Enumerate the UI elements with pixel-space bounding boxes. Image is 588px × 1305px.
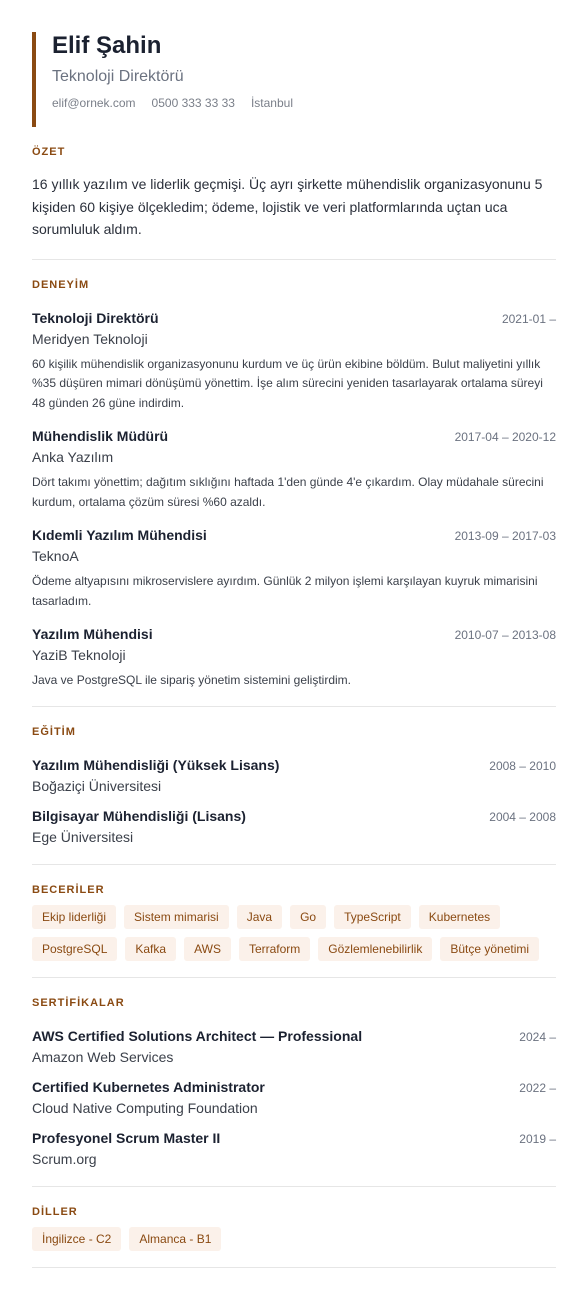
experience-item-date: 2013-09 – 2017-03 (454, 529, 556, 543)
skills-tags (32, 905, 556, 961)
experience-item-org: TeknoA (32, 548, 79, 564)
language-tag: Almanca - B1 (129, 1227, 221, 1251)
summary-title: ÖZET (32, 146, 66, 158)
language-tags (32, 1227, 556, 1251)
certification-item (32, 1078, 556, 1117)
skill-tag: Kubernetes (419, 905, 500, 929)
certification-item-date: 2022 – (519, 1080, 556, 1095)
education-item-date: 2008 – 2010 (489, 758, 556, 773)
languages-section (32, 1187, 556, 1268)
education-item-org: Ege Üniversitesi (32, 828, 134, 845)
certification-item-org: Cloud Native Computing Foundation (32, 1099, 258, 1116)
experience-title: DENEYİM (32, 278, 90, 291)
experience-item (32, 625, 556, 691)
certification-item-date: 2024 – (519, 1029, 556, 1044)
person-name: Elif Şahin (52, 32, 162, 59)
experience-item (32, 309, 556, 414)
experience-item-org: Anka Yazılım (32, 449, 114, 465)
skill-tag: Sistem mimarisi (124, 905, 229, 929)
experience-section (32, 260, 556, 707)
education-item-date: 2004 – 2008 (489, 809, 556, 824)
language-tag: İngilizce - C2 (32, 1227, 121, 1251)
skill-tag: AWS (184, 937, 231, 961)
experience-item-title: Teknoloji Direktörü (32, 309, 159, 326)
experience-item-title: Kıdemli Yazılım Mühendisi (32, 527, 207, 543)
skills-title: BECERİLER (32, 883, 105, 896)
certification-item-org: Amazon Web Services (32, 1048, 174, 1065)
certification-item-date: 2019 – (519, 1131, 556, 1146)
skill-tag: Terraform (239, 937, 310, 961)
certifications-title: SERTİFİKALAR (32, 996, 125, 1009)
experience-item-org: YaziB Teknoloji (32, 647, 126, 663)
skills-section (32, 865, 556, 978)
skill-tag: Java (237, 905, 282, 929)
experience-item-desc: Ödeme altyapısını mikroservislere ayırdım. Günlük 2 milyon işlemi karşılayan kuyruk mimarisini tasarladım. (32, 574, 538, 608)
education-item (32, 807, 556, 846)
skill-tag: PostgreSQL (32, 937, 117, 961)
education-item-title: Bilgisayar Mühendisliği (Lisans) (32, 807, 246, 824)
contact-phone: 0500 333 33 33 (151, 96, 235, 110)
education-section (32, 707, 556, 865)
skill-tag: Ekip liderliği (32, 905, 116, 929)
experience-item (32, 427, 556, 512)
languages-title: DİLLER (32, 1205, 78, 1218)
resume-header (32, 32, 556, 127)
summary-text: 16 yıllık yazılım ve liderlik geçmişi. Üç ayrı şirkette mühendislik organizasyonunu 5 kişiden 60 kişiye ölçekledim; ödeme, lojistik ve veri platformlarında uçtan uca sorumluluk aldım. (32, 176, 543, 237)
person-role: Teknoloji Direktörü (52, 68, 184, 85)
education-item-org: Boğaziçi Üniversitesi (32, 777, 162, 794)
certification-item-org: Scrum.org (32, 1150, 97, 1167)
summary-section (32, 145, 556, 260)
experience-item-desc: 60 kişilik mühendislik organizasyonunu kurdum ve üç ürün ekibine böldüm. Bulut maliyetini yıllık %35 düşüren mimari dönüşümü yönettim. İşe alım sürecini yeniden tasarlayarak ortalama süreyi 48 günden 26 güne indirdim. (32, 356, 543, 410)
skill-tag: TypeScript (334, 905, 411, 929)
education-item-title: Yazılım Mühendisliği (Yüksek Lisans) (32, 756, 280, 773)
skill-tag: Gözlemlenebilirlik (318, 937, 432, 961)
resume-page (0, 32, 588, 1305)
experience-item-title: Yazılım Mühendisi (32, 626, 153, 642)
experience-item-title: Mühendislik Müdürü (32, 428, 169, 444)
certification-item-title: Certified Kubernetes Administrator (32, 1078, 265, 1095)
contact-location: İstanbul (250, 96, 293, 110)
skill-tag: Go (290, 905, 326, 929)
experience-item (32, 526, 556, 611)
experience-item-date: 2010-07 – 2013-08 (454, 628, 556, 642)
experience-item-desc: Dört takımı yönettim; dağıtım sıklığını haftada 1'den günde 4'e çıkardım. Olay müdahale sürecini kurdum, ortalama çözüm süresi %60 azaldı. (32, 475, 544, 509)
experience-item-date: 2021-01 – (501, 311, 556, 326)
education-title: EĞİTİM (32, 725, 76, 738)
experience-item-desc: Java ve PostgreSQL ile sipariş yönetim sistemini geliştirdim. (32, 673, 352, 687)
experience-item-date: 2017-04 – 2020-12 (454, 430, 556, 444)
certification-item-title: Profesyonel Scrum Master II (32, 1129, 221, 1146)
education-item (32, 756, 556, 795)
skill-tag: Bütçe yönetimi (440, 937, 539, 961)
certifications-section (32, 978, 556, 1187)
certification-item-title: AWS Certified Solutions Architect — Professional (32, 1027, 363, 1044)
experience-item-org: Meridyen Teknoloji (32, 330, 148, 347)
contact-line (52, 95, 556, 111)
certification-item (32, 1027, 556, 1066)
skill-tag: Kafka (125, 937, 176, 961)
contact-email: elif@ornek.com (52, 96, 136, 110)
certification-item (32, 1129, 556, 1168)
